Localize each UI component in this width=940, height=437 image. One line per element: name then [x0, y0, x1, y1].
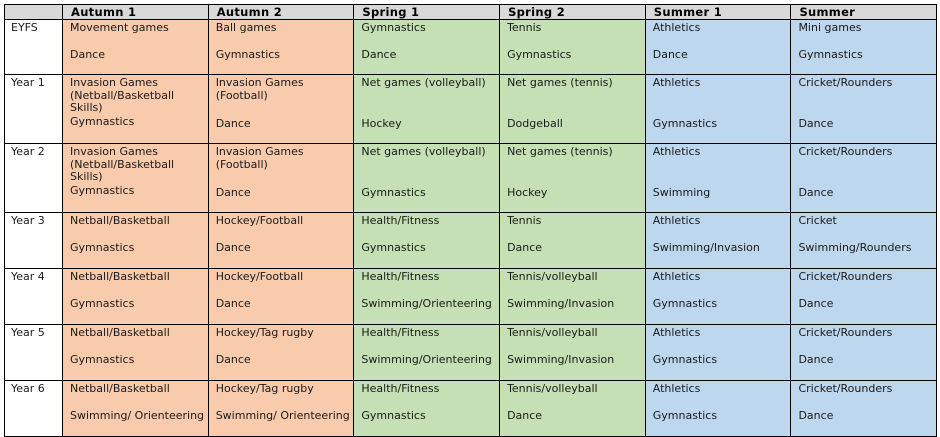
activity-first: Net games (volleyball)	[361, 145, 486, 158]
activity-first: Net games (tennis)	[507, 145, 613, 158]
cell-autumn-1	[63, 20, 209, 75]
activity-second: Dance	[798, 117, 834, 130]
cell-spring-1	[354, 144, 500, 213]
year-label: Year 1	[5, 75, 63, 144]
activity-second: Dance	[215, 240, 251, 254]
activity-second: Gymnastics	[70, 352, 135, 366]
cell-summer-1	[645, 325, 791, 381]
cell-summer	[791, 325, 937, 381]
cell-summer-1	[645, 144, 791, 213]
activity-first: Invasion Games (Football)	[215, 76, 304, 102]
activity-second: Dance	[798, 352, 834, 366]
activity-second: Hockey	[507, 186, 548, 199]
activity-second: Gymnastics	[215, 47, 281, 61]
cell-spring-2	[500, 269, 646, 325]
activity-first: Hockey/Tag rugby	[215, 326, 314, 339]
activity-first: Athletics	[652, 21, 701, 34]
activity-first: Athletics	[652, 76, 701, 89]
activity-second: Gymnastics	[652, 408, 718, 422]
activity-second: Gymnastics	[652, 296, 718, 310]
activity-first: Netball/Basketball	[70, 214, 170, 227]
activity-first: Netball/Basketball	[70, 382, 170, 395]
activity-second: Swimming/Orienteering	[361, 352, 492, 366]
cell-spring-2	[500, 325, 646, 381]
activity-second: Dance	[215, 117, 251, 130]
cell-spring-1	[354, 75, 500, 144]
activity-second: Dance	[798, 296, 834, 310]
cell-autumn-1	[63, 381, 209, 437]
cell-summer-1	[645, 20, 791, 75]
activity-first: Net games (volleyball)	[361, 76, 486, 89]
table-row	[5, 75, 937, 144]
table-row	[5, 269, 937, 325]
year-label: Year 5	[5, 325, 63, 381]
activity-first: Hockey/Football	[215, 270, 304, 283]
cell-spring-1	[354, 213, 500, 269]
activity-first: Athletics	[652, 382, 701, 395]
cell-autumn-1	[63, 144, 209, 213]
header-summer-1: Summer 1	[645, 5, 791, 20]
activity-second: Swimming/Invasion	[652, 240, 760, 254]
activity-second: Dance	[361, 47, 397, 61]
activity-first: Cricket	[798, 214, 837, 227]
table-row	[5, 20, 937, 75]
activity-first: Tennis/volleyball	[507, 326, 598, 339]
cell-summer	[791, 20, 937, 75]
table-row	[5, 213, 937, 269]
cell-spring-1	[354, 325, 500, 381]
activity-first: Ball games	[215, 21, 277, 34]
activity-first: Athletics	[652, 270, 701, 283]
cell-spring-1	[354, 20, 500, 75]
cell-autumn-2	[208, 325, 354, 381]
activity-first: Cricket/Rounders	[798, 145, 893, 158]
cell-autumn-1	[63, 325, 209, 381]
activity-second: Dance	[215, 352, 251, 366]
cell-summer	[791, 144, 937, 213]
cell-spring-2	[500, 20, 646, 75]
cell-summer-1	[645, 381, 791, 437]
activity-second: Gymnastics	[361, 408, 426, 422]
table-body	[5, 20, 937, 437]
activity-first: Netball/Basketball	[70, 270, 170, 283]
activity-first: Cricket/Rounders	[798, 76, 893, 89]
cell-spring-2	[500, 381, 646, 437]
activity-first: Netball/Basketball	[70, 326, 170, 339]
activity-second: Gymnastics	[507, 47, 572, 61]
activity-second: Dance	[70, 47, 105, 61]
header-row	[5, 5, 937, 20]
activity-first: Gymnastics	[361, 21, 426, 34]
activity-first: Athletics	[652, 214, 701, 227]
activity-first: Net games (tennis)	[507, 76, 613, 89]
year-label: Year 6	[5, 381, 63, 437]
activity-second: Dodgeball	[507, 117, 563, 130]
activity-second: Dance	[215, 186, 251, 199]
activity-first: Cricket/Rounders	[798, 382, 893, 395]
cell-autumn-2	[208, 213, 354, 269]
activity-second: Swimming/Rounders	[798, 240, 912, 254]
cell-autumn-2	[208, 269, 354, 325]
activity-second: Gymnastics	[652, 352, 718, 366]
cell-autumn-1	[63, 269, 209, 325]
cell-summer-1	[645, 213, 791, 269]
activity-second: Swimming/Orienteering	[361, 296, 492, 310]
activity-first: Tennis	[507, 214, 542, 227]
cell-summer	[791, 75, 937, 144]
activity-first: Health/Fitness	[361, 326, 440, 339]
activity-second: Gymnastics	[361, 186, 426, 199]
cell-summer	[791, 269, 937, 325]
year-label: Year 3	[5, 213, 63, 269]
year-label: Year 4	[5, 269, 63, 325]
activity-first: Hockey/Football	[215, 214, 304, 227]
header-summer: Summer	[791, 5, 937, 20]
cell-spring-2	[500, 75, 646, 144]
cell-summer	[791, 381, 937, 437]
activity-second: Gymnastics	[70, 240, 135, 254]
activity-first: Cricket/Rounders	[798, 270, 893, 283]
table-row	[5, 325, 937, 381]
activity-second: Swimming/ Orienteering	[70, 408, 205, 422]
activity-first: Health/Fitness	[361, 214, 440, 227]
activity-second: Swimming/Invasion	[507, 296, 615, 310]
activity-first: Health/Fitness	[361, 270, 440, 283]
header-autumn-2: Autumn 2	[208, 5, 354, 20]
activity-first: Cricket/Rounders	[798, 326, 893, 339]
activity-first: Hockey/Tag rugby	[215, 382, 314, 395]
activity-second: Dance	[798, 186, 834, 199]
activity-first: Tennis	[507, 21, 542, 34]
header-corner-cell	[5, 5, 63, 20]
cell-spring-2	[500, 213, 646, 269]
activity-first: Invasion Games (Football)	[215, 145, 304, 171]
activity-first: Invasion Games (Netball/Basketball Skills)	[70, 76, 175, 115]
table-row	[5, 381, 937, 437]
cell-autumn-2	[208, 381, 354, 437]
cell-autumn-2	[208, 144, 354, 213]
cell-autumn-1	[63, 213, 209, 269]
cell-autumn-2	[208, 75, 354, 144]
cell-spring-1	[354, 269, 500, 325]
activity-first: Athletics	[652, 326, 701, 339]
activity-second: Dance	[798, 408, 834, 422]
activity-second: Gymnastics	[361, 240, 426, 254]
pe-curriculum-table-wrapper	[4, 4, 936, 437]
cell-autumn-1	[63, 75, 209, 144]
activity-first: Invasion Games (Netball/Basketball Skills)	[70, 145, 175, 184]
cell-spring-2	[500, 144, 646, 213]
activity-second: Dance	[215, 296, 251, 310]
activity-second: Swimming/Invasion	[507, 352, 615, 366]
header-spring-1: Spring 1	[354, 5, 500, 20]
activity-second: Swimming/ Orienteering	[215, 408, 350, 422]
table-row	[5, 144, 937, 213]
activity-second: Gymnastics	[652, 117, 718, 130]
cell-summer	[791, 213, 937, 269]
activity-second: Gymnastics	[798, 47, 863, 61]
activity-first: Movement games	[70, 21, 169, 34]
year-label: EYFS	[5, 20, 63, 75]
activity-second: Dance	[507, 240, 543, 254]
activity-second: Gymnastics	[70, 183, 135, 197]
activity-first: Athletics	[652, 145, 701, 158]
header-autumn-1: Autumn 1	[63, 5, 209, 20]
cell-summer-1	[645, 269, 791, 325]
activity-second: Hockey	[361, 117, 402, 130]
activity-first: Mini games	[798, 21, 862, 34]
activity-first: Tennis/volleyball	[507, 270, 598, 283]
pe-curriculum-table	[4, 4, 937, 437]
activity-first: Health/Fitness	[361, 382, 440, 395]
activity-second: Dance	[507, 408, 543, 422]
activity-second: Gymnastics	[70, 114, 135, 128]
cell-summer-1	[645, 75, 791, 144]
cell-autumn-2	[208, 20, 354, 75]
year-label: Year 2	[5, 144, 63, 213]
activity-first: Tennis/volleyball	[507, 382, 598, 395]
activity-second: Dance	[652, 47, 688, 61]
activity-second: Swimming	[652, 186, 711, 199]
cell-spring-1	[354, 381, 500, 437]
header-spring-2: Spring 2	[500, 5, 646, 20]
activity-second: Gymnastics	[70, 296, 135, 310]
